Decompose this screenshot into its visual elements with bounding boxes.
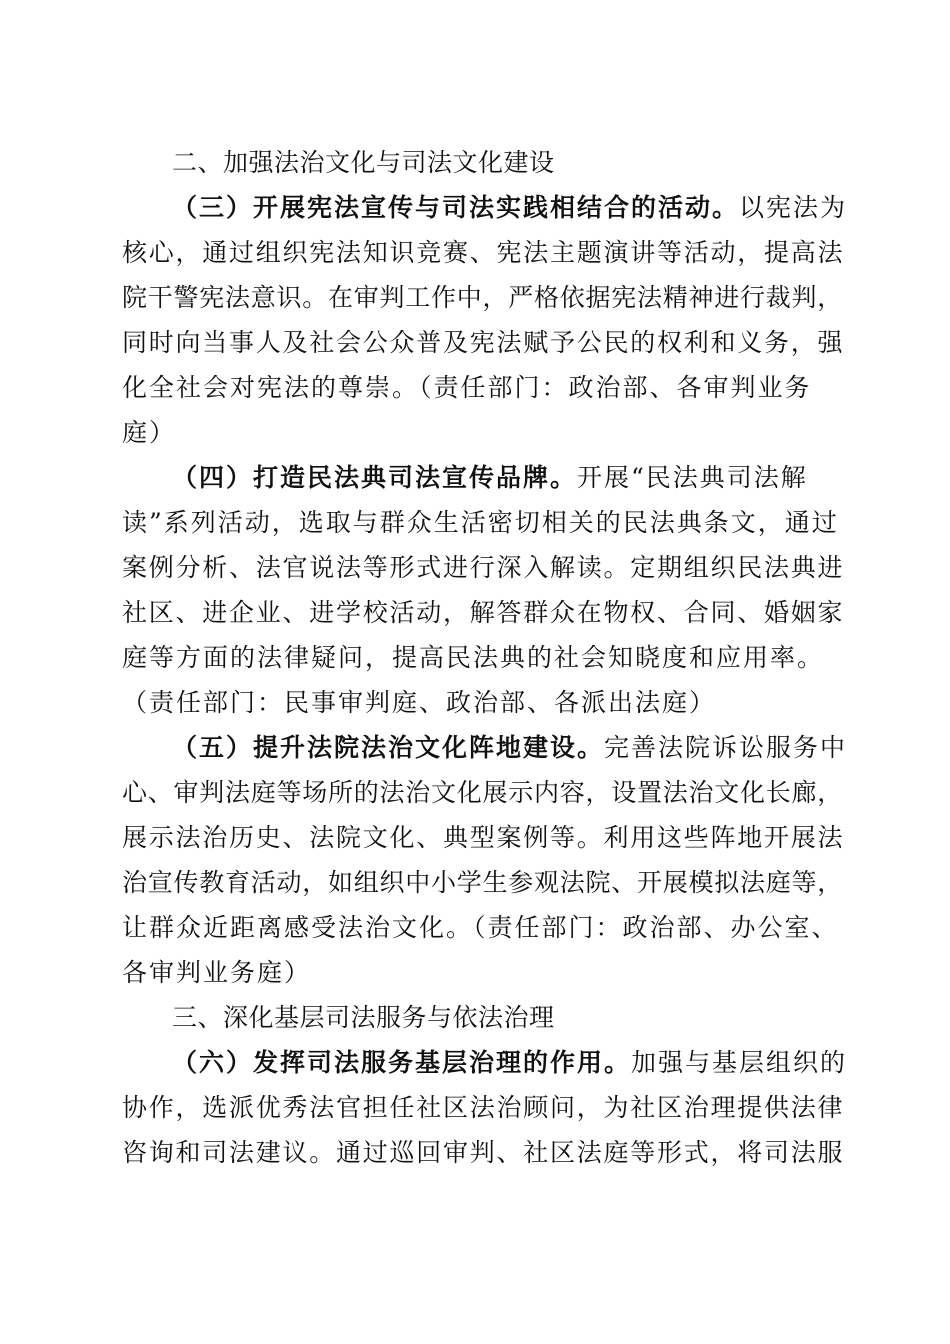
paragraph-4-lead: （四）打造民法典司法宣传品牌。 [172, 463, 578, 492]
paragraph-3-line-2: 核心，通过组织宪法知识竞赛、宪法主题演讲等活动，提高法 [122, 238, 845, 267]
paragraph-5-line-4: 治宣传教育活动，如组织中小学生参观法院、开展模拟法庭等， [122, 868, 844, 897]
paragraph-3-line-1-rest: 以宪法为 [739, 193, 848, 222]
section-heading-2: 二、加强法治文化与司法文化建设 [172, 148, 555, 177]
paragraph-4-line-6: （责任部门：民事审判庭、政治部、各派出法庭） [122, 688, 717, 717]
paragraph-4-line-4: 社区、进企业、进学校活动，解答群众在物权、合同、婚姻家 [122, 598, 845, 627]
paragraph-5-line-5: 让群众近距离感受法治文化。（责任部门：政治部、办公室、 [122, 913, 839, 942]
paragraph-3-line-6: 庭） [122, 418, 177, 447]
paragraph-4-line-1-rest: 开展“民法典司法解 [577, 463, 808, 492]
paragraph-4-line-1 [172, 463, 808, 493]
paragraph-4-line-3: 案例分析、法官说法等形式进行深入解读。定期组织民法典进 [122, 553, 845, 582]
paragraph-5-lead: （五）提升法院法治文化阵地建设。 [172, 733, 605, 762]
paragraph-5-line-1-rest: 完善法院诉讼服务中 [604, 733, 848, 762]
paragraph-5-line-6: 各审判业务庭） [122, 958, 312, 987]
paragraph-6-line-3: 咨询和司法建议。通过巡回审判、社区法庭等形式，将司法服 [122, 1138, 845, 1167]
paragraph-3-line-5: 化全社会对宪法的尊崇。（责任部门：政治部、各审判业务 [122, 373, 812, 402]
paragraph-4-line-2: 读”系列活动，选取与群众生活密切相关的民法典条文，通过 [122, 508, 839, 537]
paragraph-6-lead: （六）发挥司法服务基层治理的作用。 [172, 1048, 632, 1077]
paragraph-3-line-3: 院干警宪法意识。在审判工作中，严格依据宪法精神进行裁判， [122, 283, 844, 312]
paragraph-6-line-1-rest: 加强与基层组织的 [631, 1048, 848, 1077]
paragraph-6-line-1 [172, 1048, 847, 1078]
paragraph-5-line-3: 展示法治历史、法院文化、典型案例等。利用这些阵地开展法 [122, 823, 845, 852]
paragraph-5-line-1 [172, 733, 847, 763]
paragraph-3-line-4: 同时向当事人及社会公众普及宪法赋予公民的权利和义务，强 [122, 328, 845, 357]
paragraph-3-lead: （三）开展宪法宣传与司法实践相结合的活动。 [172, 193, 740, 222]
paragraph-6-line-2: 协作，选派优秀法官担任社区法治顾问，为社区治理提供法律 [122, 1093, 845, 1122]
paragraph-3-line-1 [172, 193, 847, 223]
paragraph-4-line-5: 庭等方面的法律疑问，提高民法典的社会知晓度和应用率。 [122, 643, 825, 672]
paragraph-5-line-2: 心、审判法庭等场所的法治文化展示内容，设置法治文化长廊， [122, 778, 844, 807]
section-heading-3: 三、深化基层司法服务与依法治理 [172, 1003, 555, 1032]
